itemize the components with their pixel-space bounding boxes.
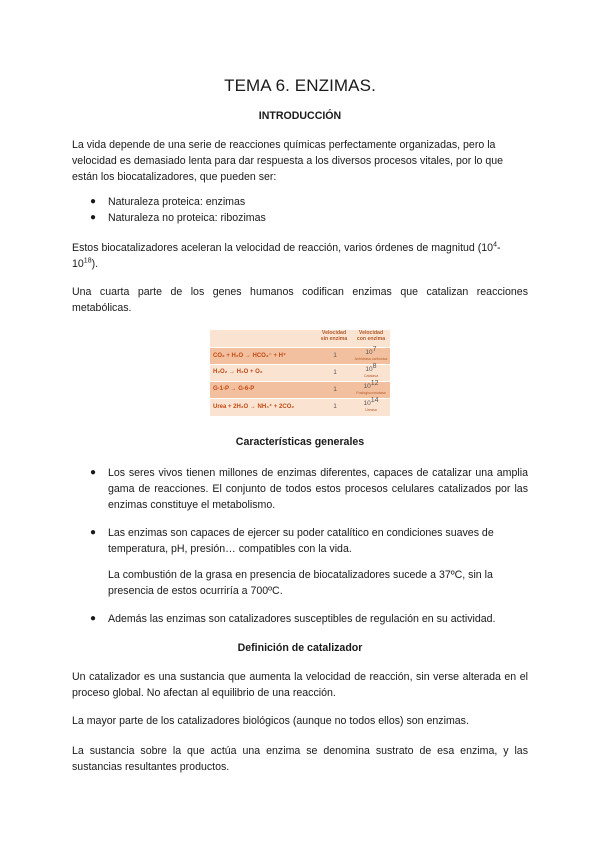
table-row: Urea + 2H₂O → NH₄⁺ + 2CO₂ 1 $10^{14}$ Ureasa	[210, 398, 390, 416]
table-row: CO₂ + H₂O → HCO₃⁻ + H⁺ 1 $10^7$ Anhidrasa carbónica	[210, 347, 390, 365]
table-row: G-1-P → G-6-P 1 $10^{12}$ Fosfoglucomutasa	[210, 381, 390, 399]
definition-paragraph-3: La sustancia sobre la que actúa una enzima se denomina sustrato de esa enzima, y las sustancias resultantes productos.	[72, 745, 528, 773]
intro-paragraph-2: Estos biocatalizadores aceleran la velocidad de reacción, varios órdenes de magnitud ($10^4-$ $10^{18}$).	[72, 241, 501, 270]
features-bullet-list-2	[90, 525, 528, 557]
table-header-with-enzyme: Velocidad con enzima	[356, 330, 386, 342]
features-bullet-list-3	[90, 611, 528, 627]
bullet-icon: ●	[90, 467, 97, 478]
intro-paragraph-1: La vida depende de una serie de reacciones químicas perfectamente organizadas, pero la velocidad es demasiado lenta para dar respuesta a los diversos procesos vitales, por lo que están los biocatalizadores, que pueden ser:	[72, 139, 504, 183]
bullet-icon: ●	[90, 613, 97, 624]
list-item: ● Los seres vivos tienen millones de enzimas diferentes, capaces de catalizar una amplia gama de reacciones. El conjunto de todos estos procesos celulares catalizados por las enzimas constituye el metabolismo.	[90, 467, 528, 511]
bullet-icon: ●	[90, 196, 97, 207]
bullet-icon: ●	[90, 527, 97, 538]
enzyme-rate-table	[210, 330, 390, 416]
intro-paragraph-3: Una cuarta parte de los genes humanos codifican enzimas que catalizan reacciones metabólicas.	[72, 286, 528, 314]
features-bullet-list	[90, 465, 528, 513]
page-title: TEMA 6. ENZIMAS.	[224, 76, 376, 95]
bullet-icon: ●	[90, 212, 97, 223]
table-row: H₂O₂ → H₂O + O₂ 1 $10^8$ Catalasa	[210, 364, 390, 382]
table-header-without-enzyme: Velocidad sin enzima	[320, 330, 348, 342]
intro-bullet-list	[90, 194, 528, 226]
definition-paragraph-2: La mayor parte de los catalizadores biológicos (aunque no todos ellos) son enzimas.	[72, 715, 469, 727]
features-note: La combustión de la grasa en presencia de biocatalizadores sucede a 37ºC, sin la presencia de estos ocurriría a 700ºC.	[108, 569, 493, 597]
features-heading: Características generales	[235, 436, 365, 448]
definition-paragraph-1: Un catalizador es una sustancia que aumenta la velocidad de reacción, sin verse alterada en el proceso global. No afectan al equilibrio de una reacción.	[72, 671, 528, 699]
definition-heading: Definición de catalizador	[237, 642, 363, 654]
list-item: ● Además las enzimas son catalizadores susceptibles de regulación en su actividad.	[90, 613, 496, 625]
intro-heading: INTRODUCCIÓN	[258, 110, 342, 122]
list-item: ● Las enzimas son capaces de ejercer su poder catalítico en condiciones suaves de temperatura, pH, presión… compatibles con la vida.	[90, 527, 494, 555]
list-item: ● Naturaleza proteica: enzimas	[90, 196, 246, 208]
list-item: ● Naturaleza no proteica: ribozimas	[90, 212, 266, 224]
